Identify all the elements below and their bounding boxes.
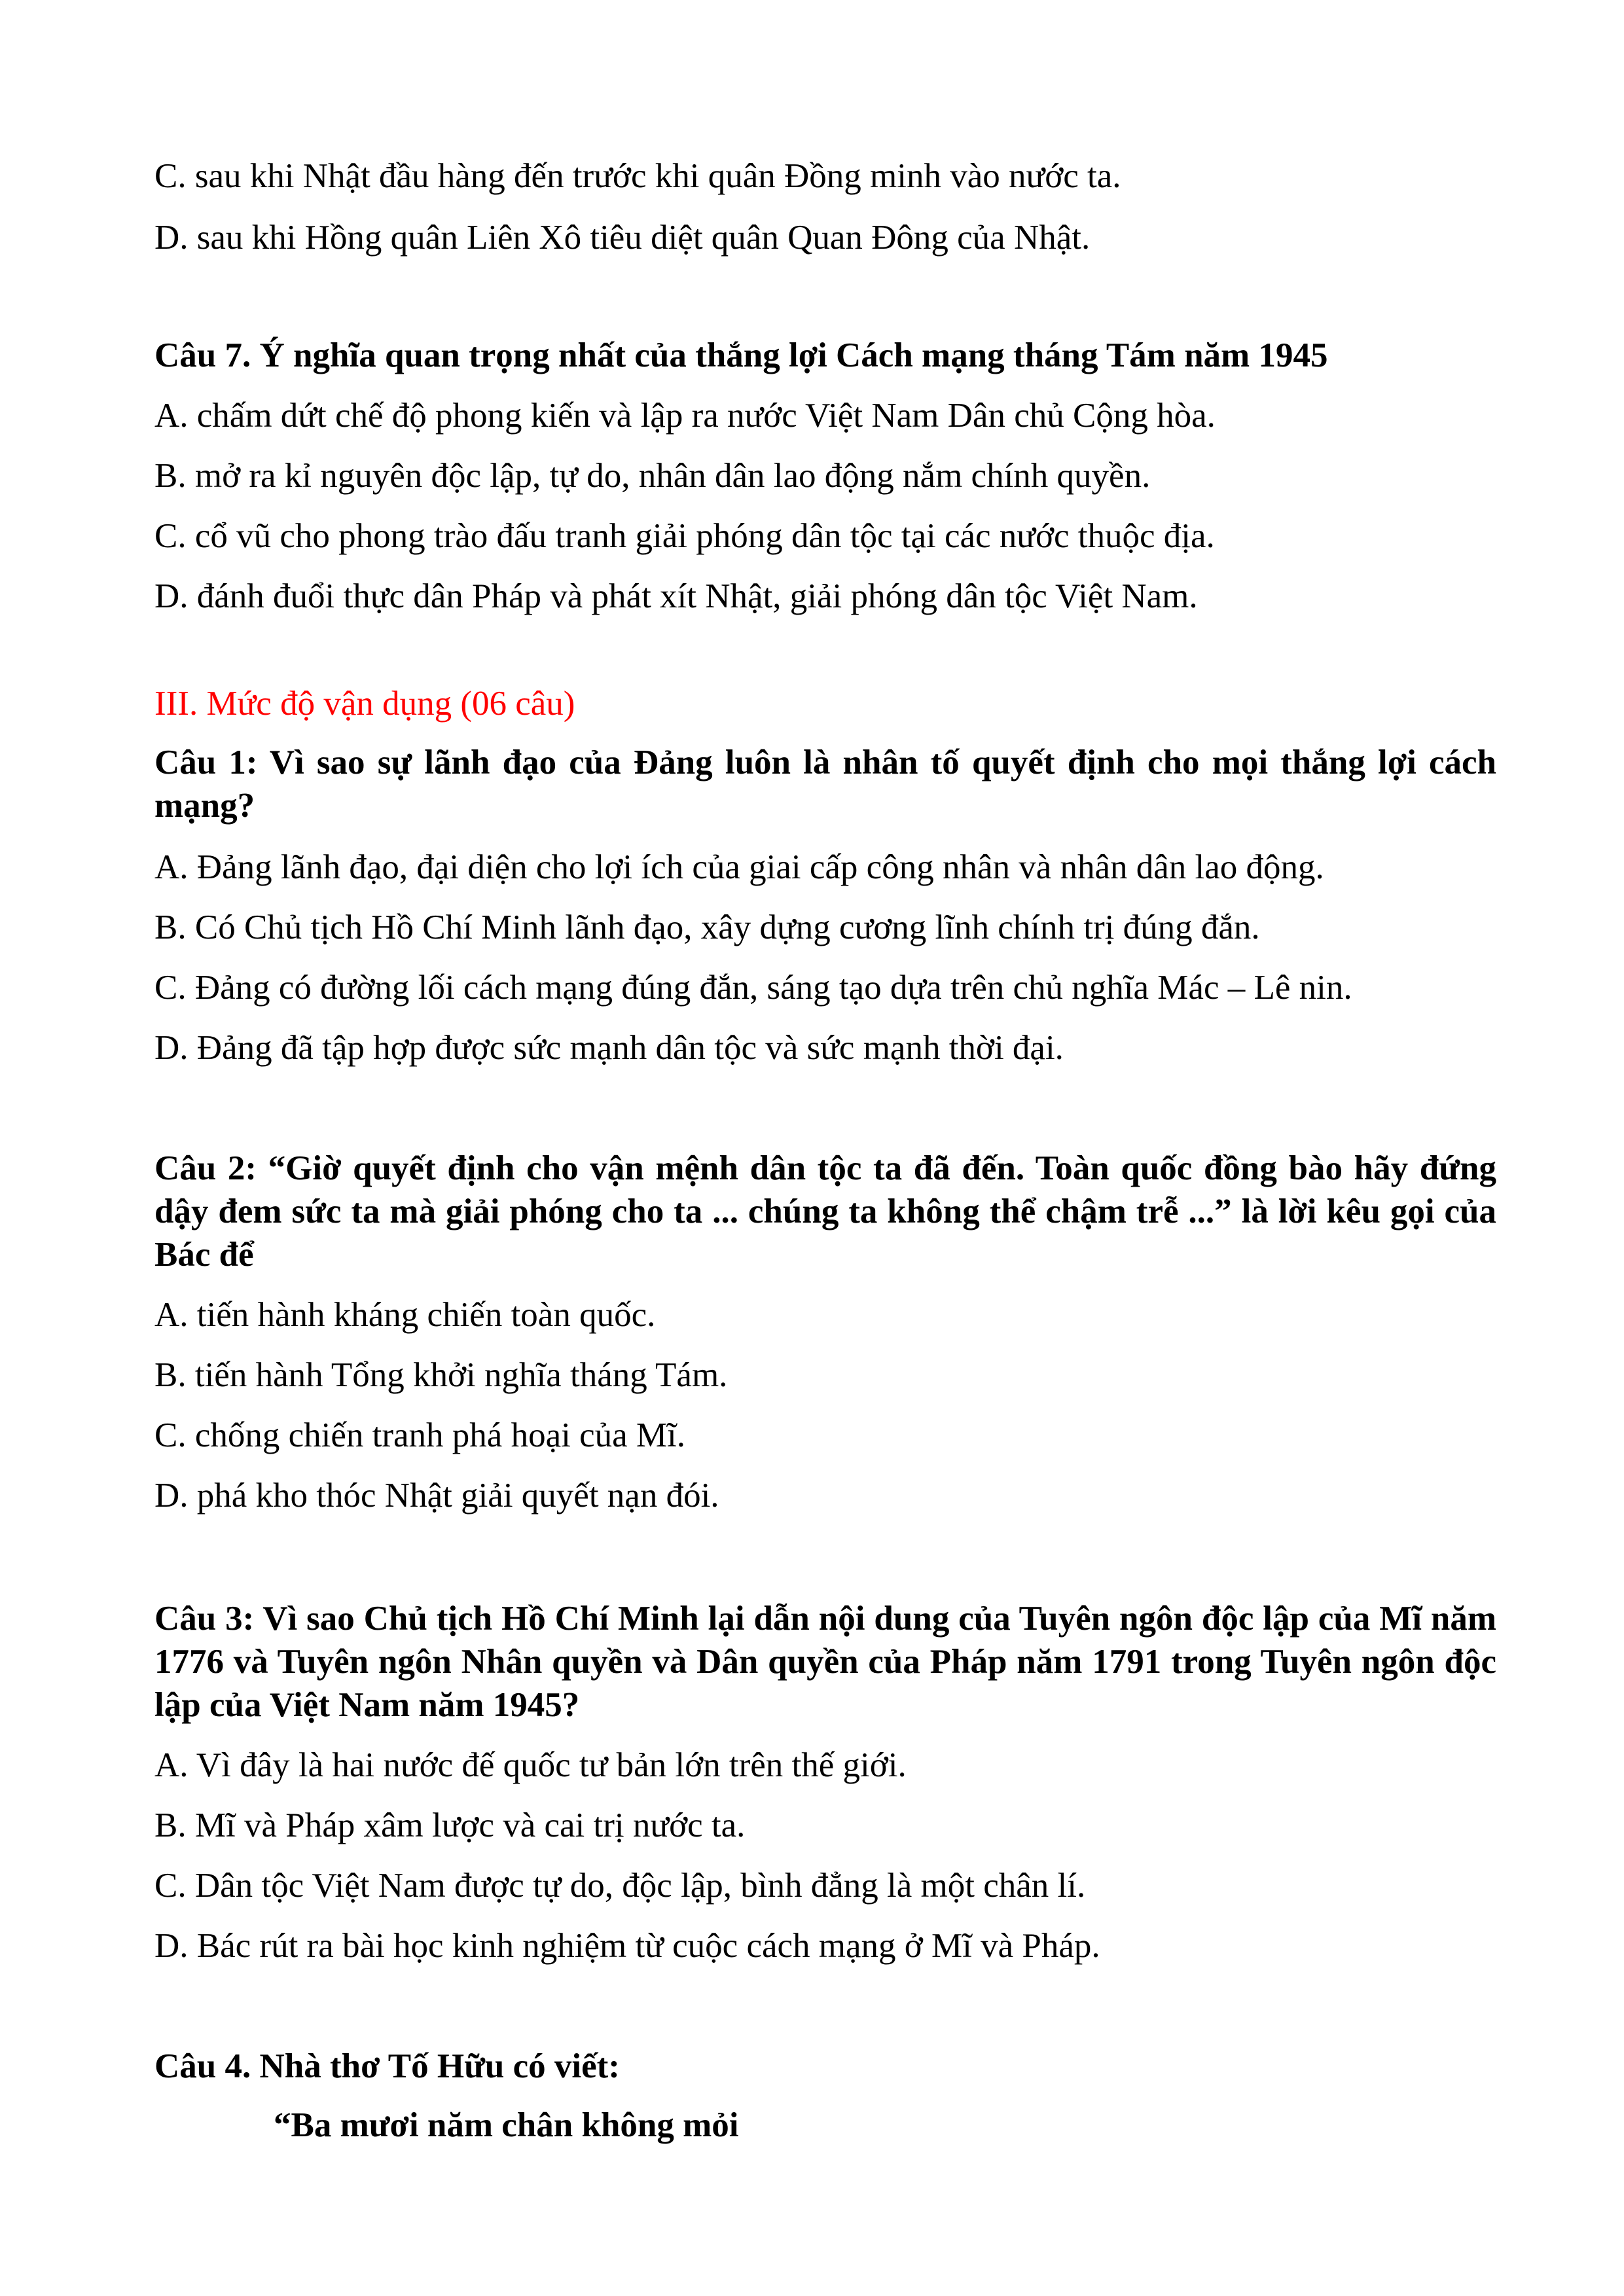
- s3q3-option-c: C. Dân tộc Việt Nam được tự do, độc lập, bình đẳng là một chân lí.: [154, 1867, 1086, 1905]
- option-d-prev: D. sau khi Hồng quân Liên Xô tiêu diệt quân Quan Đông của Nhật.: [154, 219, 1091, 257]
- s3-question-3-title: Câu 3: Vì sao Chủ tịch Hồ Chí Minh lại dẫn nội dung của Tuyên ngôn độc lập của Mĩ năm 1776 và Tuyên ngôn Nhân quyền và Dân quyền của Pháp năm 1791 trong Tuyên ngôn độc lập của Việt Nam năm 1945?: [154, 1600, 1496, 1724]
- section-3-heading: III. Mức độ vận dụng (06 câu): [154, 685, 575, 723]
- s3q2-text: : “Giờ quyết định cho vận mệnh dân tộc ta đã đến. Toàn quốc đồng bào hãy đứng dậy đem sức ta mà giải phóng cho ta ... chúng ta không thể chậm trễ ...” là lời kêu gọi của Bác để: [154, 1149, 1496, 1274]
- poem-line-1: “Ba mươi năm chân không mỏi: [274, 2106, 739, 2144]
- q7-option-d: D. đánh đuổi thực dân Pháp và phát xít Nhật, giải phóng dân tộc Việt Nam.: [154, 577, 1198, 615]
- s3-question-1-title: Câu 1: Vì sao sự lãnh đạo của Đảng luôn là nhân tố quyết định cho mọi thắng lợi cách mạng?: [154, 744, 1496, 825]
- s3q2-label: Câu 2: [154, 1149, 245, 1187]
- q7-option-c: C. cổ vũ cho phong trào đấu tranh giải phóng dân tộc tại các nước thuộc địa.: [154, 517, 1215, 555]
- s3q1-option-a: A. Đảng lãnh đạo, đại diện cho lợi ích của giai cấp công nhân và nhân dân lao động.: [154, 848, 1324, 886]
- option-c-prev: C. sau khi Nhật đầu hàng đến trước khi quân Đồng minh vào nước ta.: [154, 157, 1121, 195]
- s3q3-option-d: D. Bác rút ra bài học kinh nghiệm từ cuộc cách mạng ở Mĩ và Pháp.: [154, 1927, 1100, 1965]
- s3-question-2-title: [154, 1147, 1496, 1276]
- s3q1-option-b: B. Có Chủ tịch Hồ Chí Minh lãnh đạo, xây dựng cương lĩnh chính trị đúng đắn.: [154, 908, 1260, 946]
- s3q2-option-b: B. tiến hành Tổng khởi nghĩa tháng Tám.: [154, 1356, 728, 1394]
- s3q2-option-c: C. chống chiến tranh phá hoại của Mĩ.: [154, 1416, 685, 1454]
- s3q1-option-d: D. Đảng đã tập hợp được sức mạnh dân tộc và sức mạnh thời đại.: [154, 1029, 1064, 1067]
- s3q1-option-c: C. Đảng có đường lối cách mạng đúng đắn, sáng tạo dựa trên chủ nghĩa Mác – Lê nin.: [154, 969, 1352, 1007]
- s3q2-option-d: D. phá kho thóc Nhật giải quyết nạn đói.: [154, 1477, 719, 1515]
- s3q3-option-b: B. Mĩ và Pháp xâm lược và cai trị nước ta.: [154, 1806, 746, 1844]
- s3q2-option-a: A. tiến hành kháng chiến toàn quốc.: [154, 1296, 656, 1334]
- s3q3-option-a: A. Vì đây là hai nước đế quốc tư bản lớn trên thế giới.: [154, 1746, 907, 1784]
- q7-option-b: B. mở ra kỉ nguyên độc lập, tự do, nhân dân lao động nắm chính quyền.: [154, 457, 1151, 495]
- s3-question-4-title: Câu 4. Nhà thơ Tố Hữu có viết:: [154, 2047, 620, 2085]
- q7-option-a: A. chấm dứt chế độ phong kiến và lập ra nước Việt Nam Dân chủ Cộng hòa.: [154, 397, 1216, 435]
- question-7-title: Câu 7. Ý nghĩa quan trọng nhất của thắng lợi Cách mạng tháng Tám năm 1945: [154, 336, 1328, 374]
